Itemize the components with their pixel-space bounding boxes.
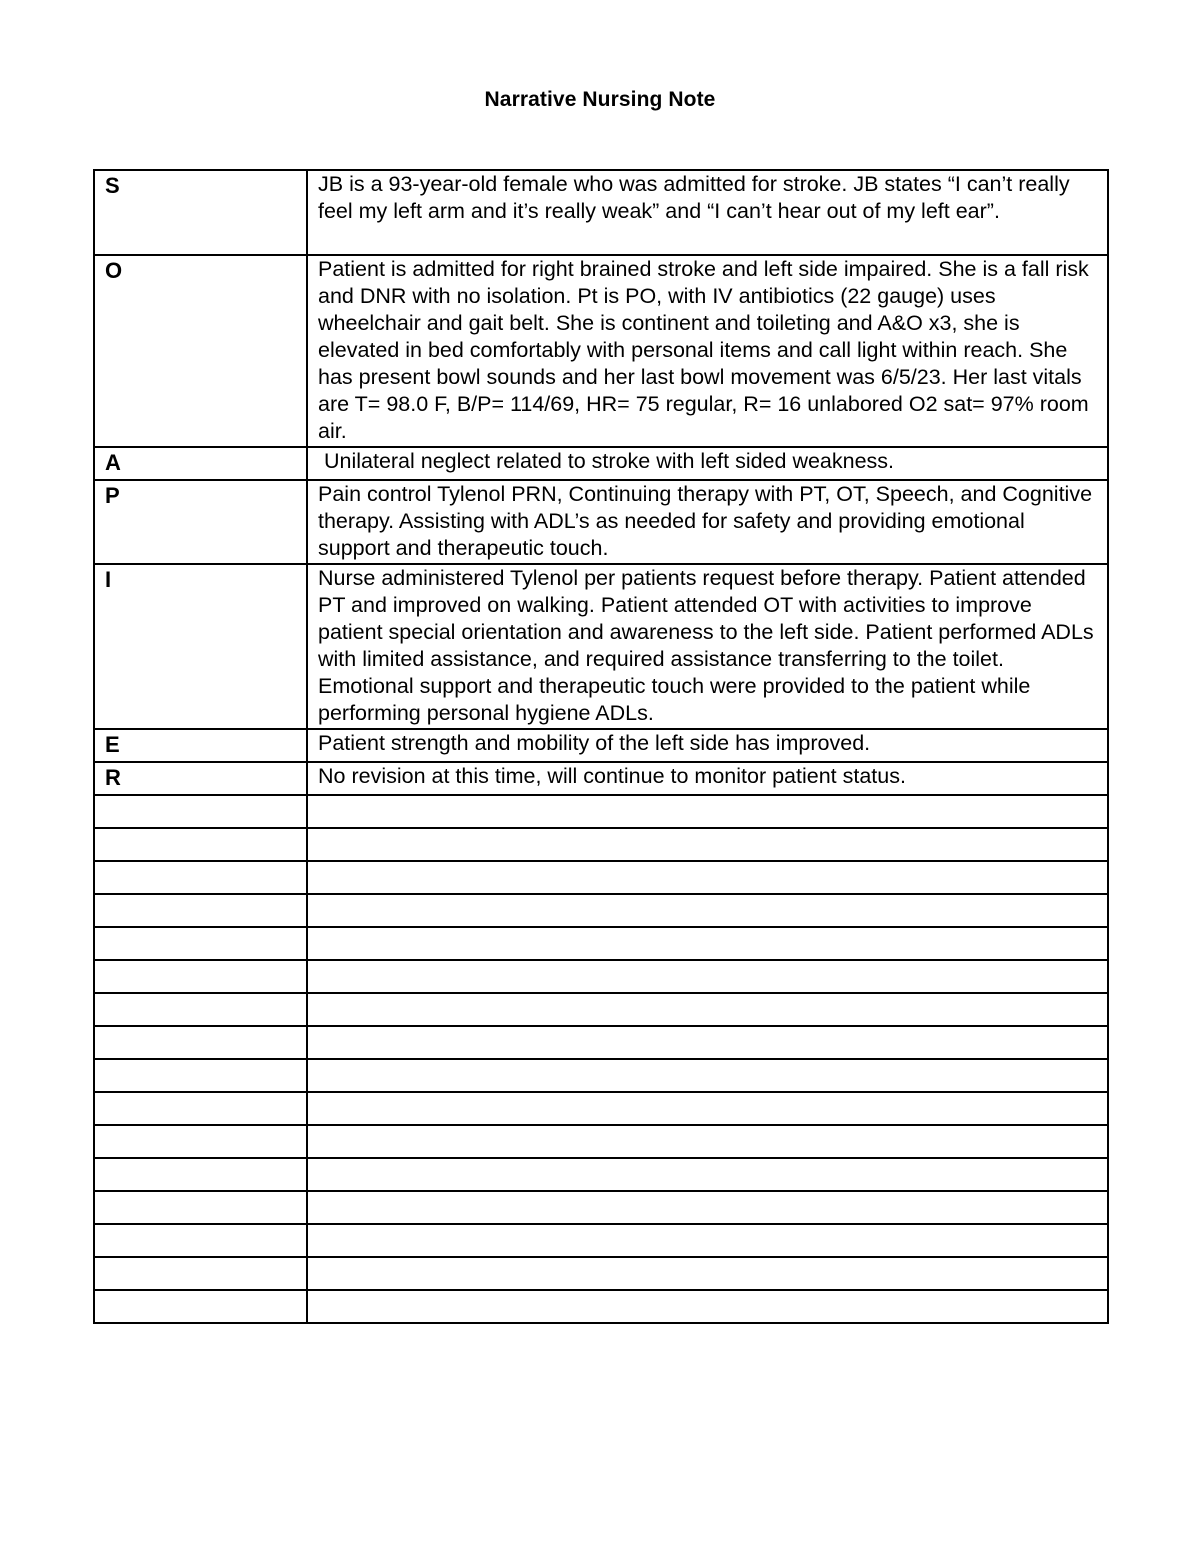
empty-row bbox=[94, 993, 1108, 1026]
page-title: Narrative Nursing Note bbox=[484, 88, 716, 111]
empty-row bbox=[94, 828, 1108, 861]
empty-text-cell bbox=[307, 1290, 1108, 1323]
empty-text-cell bbox=[307, 1224, 1108, 1257]
row-label-a: A bbox=[94, 447, 307, 480]
empty-row bbox=[94, 861, 1108, 894]
row-text-assessment: Unilateral neglect related to stroke with left sided weakness. bbox=[307, 447, 1108, 480]
empty-text-cell bbox=[307, 960, 1108, 993]
row-label-o: O bbox=[94, 255, 307, 447]
empty-row bbox=[94, 1191, 1108, 1224]
row-text-objective: Patient is admitted for right brained stroke and left side impaired. She is a fall risk and DNR with no isolation. Pt is PO, with IV antibiotics (22 gauge) uses wheelchair and gait belt. She is continent and toileting and A&O x3, she is elevated in bed comfortably with personal items and call light within reach. She has present bowl sounds and her last bowl movement was 6/5/23. Her last vitals are T= 98.0 F, B/P= 114/69, HR= 75 regular, R= 16 unlabored O2 sat= 97% room air. bbox=[307, 255, 1108, 447]
empty-text-cell bbox=[307, 1257, 1108, 1290]
empty-label-cell bbox=[94, 1026, 307, 1059]
empty-text-cell bbox=[307, 927, 1108, 960]
empty-text-cell bbox=[307, 894, 1108, 927]
empty-label-cell bbox=[94, 927, 307, 960]
empty-text-cell bbox=[307, 1191, 1108, 1224]
sopier-note-table bbox=[93, 169, 1109, 1324]
row-label-s: S bbox=[94, 170, 307, 255]
empty-label-cell bbox=[94, 1290, 307, 1323]
empty-text-cell bbox=[307, 1092, 1108, 1125]
empty-label-cell bbox=[94, 1059, 307, 1092]
empty-text-cell bbox=[307, 795, 1108, 828]
empty-text-cell bbox=[307, 1026, 1108, 1059]
row-text-intervention: Nurse administered Tylenol per patients request before therapy. Patient attended PT and improved on walking. Patient attended OT with activities to improve patient special orientation and awareness to the left side. Patient performed ADLs with limited assistance, and required assistance transferring to the toilet. Emotional support and therapeutic touch were provided to the patient while performing personal hygiene ADLs. bbox=[307, 564, 1108, 729]
empty-label-cell bbox=[94, 1125, 307, 1158]
empty-text-cell bbox=[307, 828, 1108, 861]
empty-label-cell bbox=[94, 795, 307, 828]
empty-text-cell bbox=[307, 1059, 1108, 1092]
empty-row bbox=[94, 1158, 1108, 1191]
empty-label-cell bbox=[94, 894, 307, 927]
empty-row bbox=[94, 1026, 1108, 1059]
row-text-evaluation: Patient strength and mobility of the left side has improved. bbox=[307, 729, 1108, 762]
row-text-revision: No revision at this time, will continue to monitor patient status. bbox=[307, 762, 1108, 795]
row-label-i: I bbox=[94, 564, 307, 729]
empty-row bbox=[94, 927, 1108, 960]
empty-label-cell bbox=[94, 1092, 307, 1125]
empty-row bbox=[94, 1059, 1108, 1092]
empty-label-cell bbox=[94, 861, 307, 894]
table-row-objective bbox=[94, 255, 1108, 447]
table-row-revision bbox=[94, 762, 1108, 795]
empty-row bbox=[94, 1290, 1108, 1323]
table-row-assessment bbox=[94, 447, 1108, 480]
table-row-intervention bbox=[94, 564, 1108, 729]
table-row-plan bbox=[94, 480, 1108, 564]
empty-row bbox=[94, 1224, 1108, 1257]
table-row-evaluation bbox=[94, 729, 1108, 762]
empty-text-cell bbox=[307, 993, 1108, 1026]
row-text-plan: Pain control Tylenol PRN, Continuing therapy with PT, OT, Speech, and Cognitive therapy. Assisting with ADL’s as needed for safety and providing emotional support and therapeutic touch. bbox=[307, 480, 1108, 564]
empty-label-cell bbox=[94, 960, 307, 993]
row-text-subjective: JB is a 93-year-old female who was admitted for stroke. JB states “I can’t really feel my left arm and it’s really weak” and “I can’t hear out of my left ear”. bbox=[307, 170, 1108, 255]
empty-label-cell bbox=[94, 993, 307, 1026]
empty-label-cell bbox=[94, 1191, 307, 1224]
empty-row bbox=[94, 894, 1108, 927]
row-label-r: R bbox=[94, 762, 307, 795]
empty-text-cell bbox=[307, 861, 1108, 894]
empty-row bbox=[94, 1092, 1108, 1125]
empty-text-cell bbox=[307, 1158, 1108, 1191]
empty-label-cell bbox=[94, 1224, 307, 1257]
empty-row bbox=[94, 795, 1108, 828]
empty-label-cell bbox=[94, 828, 307, 861]
row-label-e: E bbox=[94, 729, 307, 762]
empty-row bbox=[94, 1257, 1108, 1290]
empty-label-cell bbox=[94, 1257, 307, 1290]
empty-text-cell bbox=[307, 1125, 1108, 1158]
table-row-subjective bbox=[94, 170, 1108, 255]
empty-row bbox=[94, 960, 1108, 993]
row-label-p: P bbox=[94, 480, 307, 564]
empty-row bbox=[94, 1125, 1108, 1158]
empty-label-cell bbox=[94, 1158, 307, 1191]
